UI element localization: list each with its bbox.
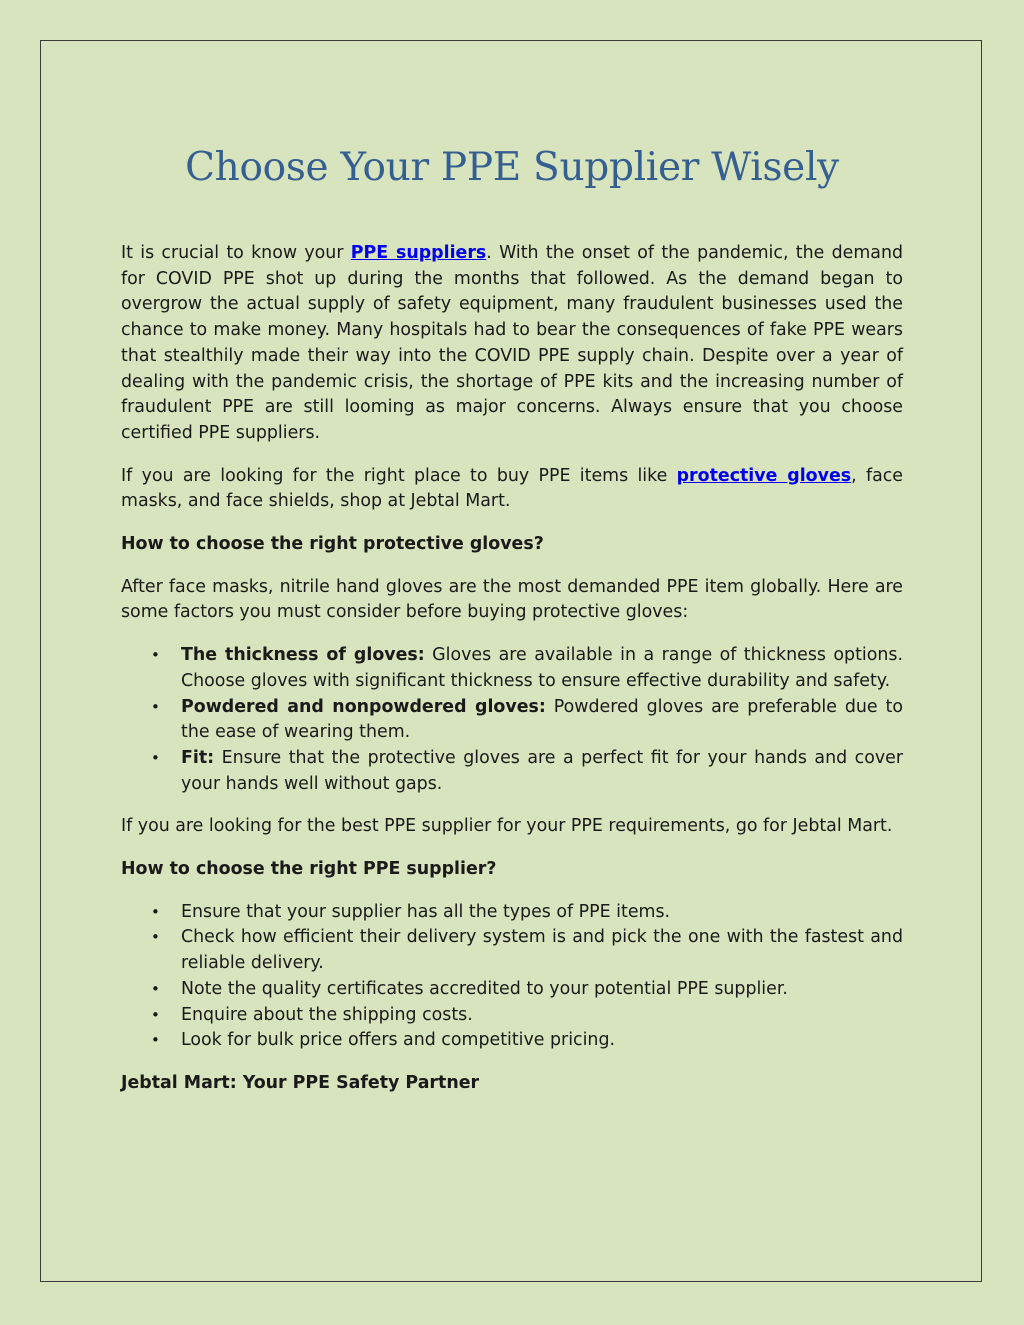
supplier-tips-list [121, 900, 903, 1054]
gloves-intro-paragraph: After face masks, nitrile hand gloves are the most demanded PPE item globally. Here are some factors you must consider before buying protective gloves: [121, 576, 903, 623]
shop-text-start: If you are looking for the right place to buy PPE items like [121, 465, 677, 486]
bullet-icon: • [151, 697, 160, 716]
intro-text-end: . With the onset of the pandemic, the demand for COVID PPE shot up during the months that followed. As the demand began to overgrow the actual supply of safety equipment, many fraudulent businesses used the chance to make money. Many hospitals had to bear the consequences of fake PPE wears that stealthily made their way into the COVID PPE supply chain. Despite over a year of dealing with the pandemic crisis, the shortage of PPE kits and the increasing number of fraudulent PPE are still looming as major concerns. Always ensure that you choose certified PPE suppliers. [121, 243, 904, 443]
bullet-icon: • [151, 748, 160, 767]
gloves-heading: How to choose the right protective gloves? [121, 534, 544, 555]
page-title: Choose Your PPE Supplier Wisely [185, 145, 839, 190]
list-item-text: Powdered gloves are preferable due to the ease of wearing them. [181, 696, 903, 743]
list-item-text: Note the quality certificates accredited to your potential PPE supplier. [181, 978, 788, 999]
list-item-term: Powdered and nonpowdered gloves: [181, 696, 546, 717]
list-item [121, 977, 903, 1003]
list-item-text: Enquire about the shipping costs. [181, 1004, 473, 1025]
bullet-icon: • [151, 1005, 160, 1024]
shop-text-end: , face masks, and face shields, shop at Jebtal Mart. [121, 465, 903, 512]
list-item-text: Check how efficient their delivery system is and pick the one with the fastest and reliable delivery. [181, 927, 903, 974]
document-body [121, 241, 903, 1114]
list-item-text: Ensure that the protective gloves are a perfect fit for your hands and cover your hands well without gaps. [181, 747, 903, 794]
gloves-factors-list [121, 643, 903, 797]
list-item [121, 1028, 903, 1054]
list-item [121, 746, 903, 797]
list-item [121, 925, 903, 976]
best-supplier-paragraph: If you are looking for the best PPE supplier for your PPE requirements, go for Jebtal Mart. [121, 816, 893, 837]
list-item-term: Fit: [181, 747, 215, 768]
protective-gloves-link[interactable]: protective gloves [676, 465, 852, 486]
list-item-text: Gloves are available in a range of thickness options. Choose gloves with significant thickness to ensure effective durability and safety. [181, 645, 903, 691]
intro-paragraph [121, 241, 903, 447]
list-item-text: Look for bulk price offers and competitive pricing. [181, 1030, 616, 1051]
bullet-icon: • [151, 902, 160, 921]
ppe-suppliers-link[interactable]: PPE suppliers [350, 243, 487, 263]
list-item-text: Ensure that your supplier has all the types of PPE items. [181, 901, 671, 922]
list-item [121, 643, 903, 694]
supplier-heading: How to choose the right PPE supplier? [121, 859, 497, 880]
list-item [121, 695, 903, 746]
intro-text-start: It is crucial to know your [121, 243, 351, 263]
shop-paragraph [121, 464, 903, 515]
list-item [121, 900, 903, 926]
bullet-icon: • [151, 1031, 160, 1050]
bullet-icon: • [151, 646, 160, 665]
bullet-icon: • [151, 928, 160, 947]
closing-heading: Jebtal Mart: Your PPE Safety Partner [121, 1072, 480, 1093]
list-item-term: The thickness of gloves: [181, 645, 425, 666]
bullet-icon: • [151, 979, 160, 998]
list-item [121, 1003, 903, 1029]
